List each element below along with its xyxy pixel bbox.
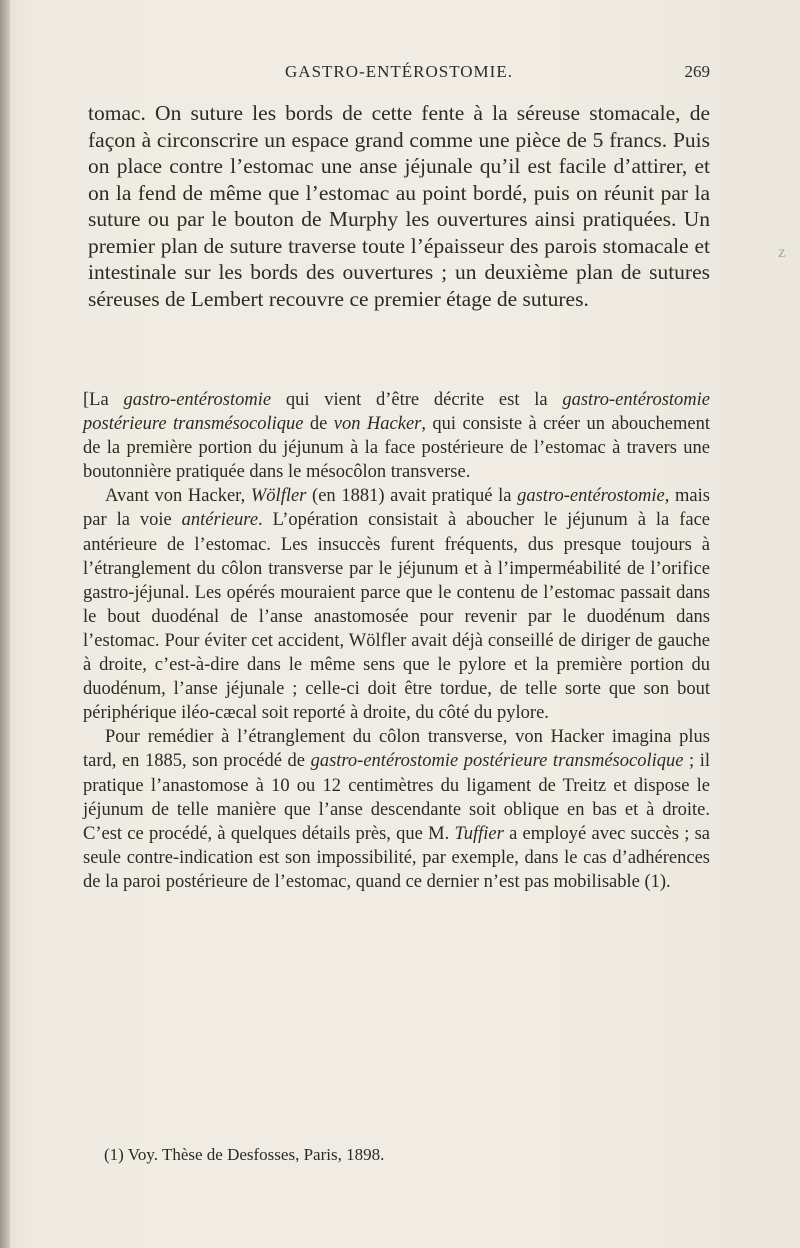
paragraph-history [83,484,710,725]
text-run: Pour remédier à l’étranglement du côlon transverse, von Hacker imagina plus tard, en 1885, son procédé de [83,727,710,772]
italic-run: von Hacker [333,414,422,435]
paragraph-procedure [83,725,710,894]
text-run: a employé avec succès ; sa seule contre-indication est son impossibilité, par exemple, dans le cas d’adhérences de la paroi postérieure de l’estomac, quand ce dernier n’est pas mobilisable (1). [83,823,711,892]
text-run: qui vient d’être décrite est la [271,390,563,410]
page-header [88,62,710,90]
text-run: . L’opération consistait à aboucher le jéjunum à la face antérieure de l’estomac. Les insuccès furent fréquents, dus presque toujours à l’étranglement du côlon transverse par le jéjunum et à l’imperméabilité de l’orifice gastro-jéjunal. Les opérés mouraient parce que le contenu de l’estomac passait dans le bout duodénal de l’anse anastomosée pour revenir par le duodénum dans l’estomac. Pour éviter cet accident, Wölfler avait déjà conseillé de diriger de gauche à droite, c’est-à-dire dans le même sens que le pylore et la première portion du duodénum, l’anse jéjunale ; celle-ci doit être tordue, de telle sorte que son bout périphérique iléo-cæcal soit reporté à droite, du côté du pylore. [83,510,710,724]
paragraph-definition [83,388,710,484]
italic-run: gastro-entérostomie [517,486,665,507]
page-number: 269 [684,62,710,81]
margin-mark: Z [778,246,786,260]
text-run: de [303,414,334,435]
running-title: GASTRO-ENTÉROSTOMIE. [285,62,513,81]
paragraph-suture: tomac. On suture les bords de cette fente à la séreuse stomacale, de façon à circonscrire un espace grand comme une pièce de 5 francs. Puis on place contre l’estomac une anse jéjunale qu’il est facile d’attirer, et on la fend de même que l’estomac au point bordé, puis on réunit par la suture ou par le bouton de Murphy les ouvertures ainsi pratiquées. Un premier plan de suture traverse toute l’épaisseur des parois stomacale et intestinale sur les bords des ouvertures ; un deuxième plan de sutures séreuses de Lembert recouvre ce premier étage de sutures. [88,101,710,311]
text-run: , mais par la voie [83,486,710,531]
italic-run: gastro-entérostomie postérieure transmésocolique [83,390,710,435]
text-run: , qui consiste à créer un abouchement de la première portion du jéjunum à la face postérieure de l’estomac à travers une boutonnière pratiquée dans le mésocôlon transverse. [83,414,710,483]
italic-run: antérieure [181,510,259,531]
footnote: (1) Voy. Thèse de Desfosses, Paris, 1898. [104,1145,385,1164]
text-run: [La [83,390,124,410]
binding-gutter [0,0,10,1248]
text-run: (en 1881) avait pratiqué la [306,486,518,507]
text-run: ; il pratique l’anastomose à 10 ou 12 centimètres du ligament de Treitz et dispose le jéjunum de telle manière que l’anse descendante soit oblique en bas et à droite. C’est ce procédé, à quelques détails près, que M. [83,751,710,844]
text-run: Avant von Hacker, [105,486,251,507]
italic-run: Tuffier [454,823,504,844]
main-text-large [88,100,710,312]
italic-run: Wölfler [250,486,307,507]
main-text-small [83,388,710,894]
italic-run: gastro-entérostomie postérieure transmésocolique [310,751,684,772]
italic-run: gastro-entérostomie [123,390,272,410]
